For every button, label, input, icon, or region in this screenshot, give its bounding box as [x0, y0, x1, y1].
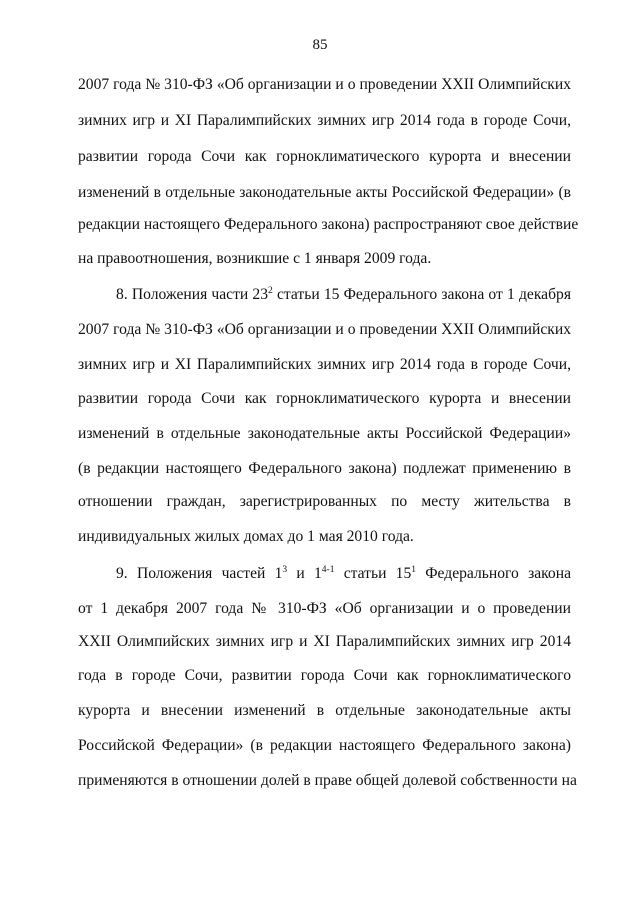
text-line: отношении граждан, зарегистрированных по месту жительства в: [78, 493, 571, 510]
paragraph-first-line: [116, 564, 571, 584]
text-fragment: статьи 15 Федерального закона от 1 декабря: [272, 286, 571, 303]
text-line: XXII Олимпийских зимних игр и XI Паралимпийских зимних игр 2014: [78, 633, 571, 650]
text-line: изменений в отдельные законодательные акты Российской Федерации»: [78, 425, 571, 442]
paragraph-first-line: [116, 285, 571, 305]
text-fragment: и 1: [287, 565, 322, 582]
text-line: развитии города Сочи как горноклиматического курорта и внесении: [78, 390, 571, 407]
text-line: на правоотношения, возникшие с 1 января 2009 года.: [78, 250, 432, 267]
text-line: 2007 года № 310-ФЗ «Об организации и о проведении XXII Олимпийских: [78, 321, 571, 338]
text-line: курорта и внесении изменений в отдельные законодательные акты: [78, 702, 571, 719]
text-line: зимних игр и XI Паралимпийских зимних игр 2014 года в городе Сочи,: [78, 112, 571, 129]
text-line: 2007 года № 310-ФЗ «Об организации и о проведении XXII Олимпийских: [78, 76, 571, 93]
text-line: изменений в отдельные законодательные акты Российской Федерации» (в: [78, 184, 571, 201]
superscript: 3: [282, 565, 288, 575]
text-line: от 1 декабря 2007 года № 310-ФЗ «Об организации и о проведении: [78, 600, 571, 617]
page-number: 85: [312, 37, 328, 53]
superscript: 2: [268, 286, 273, 296]
text-line: (в редакции настоящего Федерального закона) подлежат применению в: [78, 460, 571, 477]
text-line: года в городе Сочи, развитии города Сочи как горноклиматического: [78, 667, 571, 684]
text-line: индивидуальных жилых домах до 1 мая 2010 года.: [78, 528, 414, 545]
text-fragment: 9. Положения частей 1: [116, 565, 283, 582]
text-line: зимних игр и XI Паралимпийских зимних игр 2014 года в городе Сочи,: [78, 356, 571, 373]
superscript: 1: [411, 565, 416, 575]
text-fragment: статьи 15: [334, 565, 412, 582]
text-fragment: 8. Положения части 23: [116, 286, 269, 303]
text-line: Российской Федерации» (в редакции настоящего Федерального закона): [78, 737, 571, 754]
text-line: развитии города Сочи как горноклиматического курорта и внесении: [78, 148, 571, 165]
text-line: редакции настоящего Федерального закона) распространяют свое действие: [78, 216, 579, 233]
text-line: применяются в отношении долей в праве общей долевой собственности на: [78, 772, 577, 789]
superscript: 4-1: [321, 565, 335, 575]
text-fragment: Федерального закона: [416, 565, 571, 582]
